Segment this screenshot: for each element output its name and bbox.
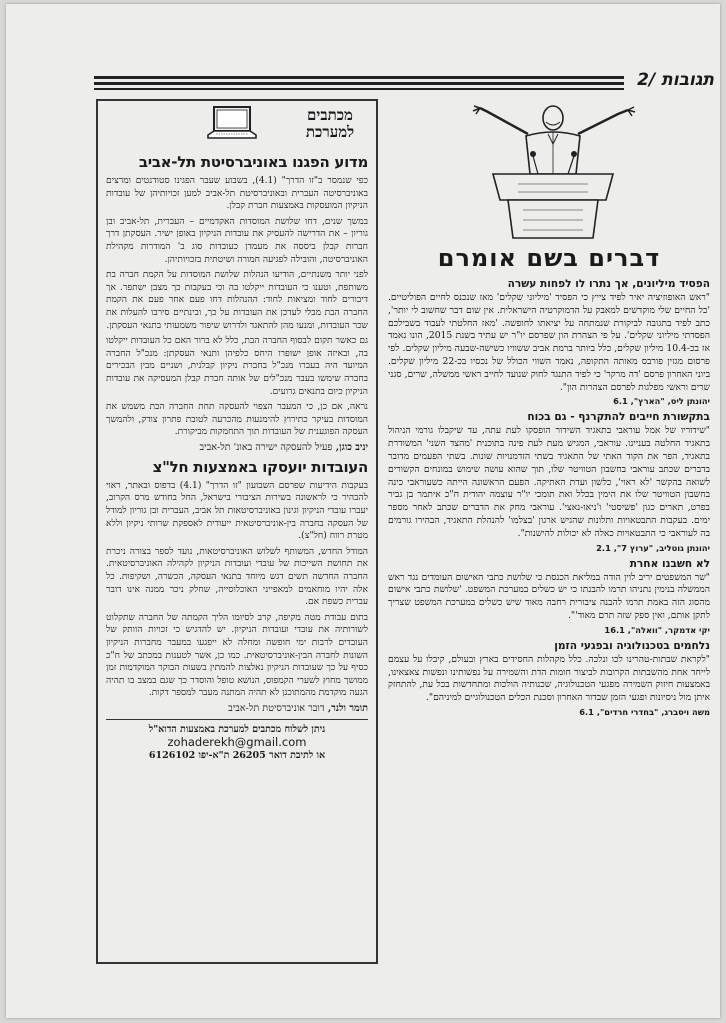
letter1-paragraph: כפי שנמסר ב"זו הדרך" (4.1), בשבוע שעבר הפגינו סטודנטים ומרצים באוניברסיטה העברית ובאוניברסיטת תל-אביב למען זכויותיהן של עובדות הניקיון המועסקות באמצעות חברת קבלן.: [106, 176, 368, 212]
contact-email-link[interactable]: zohaderekh@gmail.com: [167, 734, 307, 749]
header-rule: [94, 82, 624, 85]
contact-po-box: או לתיבת דואר 26205 ת"א-יפו 6126102: [148, 749, 326, 761]
quote-text: "שידוריו של אמל עוראבי בתאגיד השידור הופסקו לעת עתה, עד שיקבלו גורמי הניהול בתאגיד החלטה בעניינו. עוראבי, המגיש מעת לעת פינה בתוכנית 'מהצד השני' המשודרת בתאגיד, הפר את הקוד האתי של התאגיד בשתי הזדמנויות שונות. בשתי הפעמים מדובר בדברים שכתב עוראבי בחשבון הטוויטר שלו, תוך שהוא עושה שימוש במונחים הקשורים לשואה בהקשר 'לא ראוי', כלשון ועדת האתיקה. הפעם הראשונה הייתה כשעוראבי כינה בחשבון הטוויטר שלו את הימין בכלל ואת תומכי יו"ר עוצמה יהודית ח"כ איתמר בן גביר בפרט, תארים כגון 'פשיסטי' ו'ניאו-נאצי'. עוראבי מחק את הדברים שכתב לאחר מספר ימים. בעקבות התבטאויות ותלונות שהגיש ארגון 'בצלמו' להנהלת התאגיד, הבהירו גורמים בה לעוראבי כי התבטאויות כאלה לא יכולות להישנות".: [388, 425, 710, 539]
quote-source: יקי אדמקר, "וואלה", 16.1: [604, 624, 710, 635]
letter1-signature-name: יניב כוגן,: [335, 441, 368, 453]
newspaper-page: [6, 4, 720, 1018]
letter2-signature: [106, 703, 368, 714]
quote-headline: לא חשבנו אחרת: [629, 557, 710, 570]
letter1-paragraph: גם כאשר תקום לבסוף החברה הבת, כלל לא ברור האם כל העובדות ייקלטו בה, ובאיזה אופן ישופרו היחס כלפיהן ותנאי העסקתן: מנכ"ל החברה המיועד היה בעברו מנכ"ל בחברת ניקיון קבלנית, ושניים מבין הבכירים בחברה שימשו בעבר מנכ"לים של אותה חברת קבלן המעסיקה את עובדות הניקיון כיום בתנאים גרועים.: [106, 336, 368, 397]
header-rule: [94, 88, 624, 90]
letter2-title: העובדות יועסקו באמצעות חל"צ: [152, 457, 368, 476]
letters-contact-box: [106, 719, 368, 762]
cartoon-area: [388, 104, 710, 244]
section-header: [94, 72, 714, 98]
letters-header: [106, 105, 368, 153]
section-title: תגובות /2: [637, 70, 714, 90]
quote-headline: בתקשורת חייבים להתקרנף - גם בכוח: [527, 411, 710, 424]
letter1-paragraph: במשך שנים, דחו שלושת המוסדות האקדמיים – העברית, תל-אביב ובן גוריון – את הדרישה להעסיק את עובדות הניקיון באופן ישיר. העסקתן דרך חברות קבלן ביססה את מעמדן כעובדות סוג ב' המודרות מקהילת האוניברסיטה, והובילה לפגיעה חמורה ושיטתית בזכויותיהן.: [106, 216, 368, 265]
letter2-paragraph: המודל החדש, המשותף לשלוש האוניברסיטאות, נועד לספר בצורה ניכרת את תחושת השייכות של עובדי ועובדות הניקיון לקהילה האוניברסיטאית. החברה החדשה תשים דגש מיוחד בתנאי העסקה, הכשרה, ושקיפות. כל אלה יהיו מוחאמים למאפייני האוכלוסייה, שחלק ניכר ממנה אינו דובר עברית כשפת אם.: [106, 546, 368, 608]
laptop-icon: [206, 105, 258, 145]
quote-headline: נלחמים בטכנולוגיה ובפגעי הזמן: [554, 639, 710, 652]
letters-section-label: [292, 107, 368, 141]
quotes-main-title: דברים בשם אומרם: [437, 244, 661, 272]
letter2-paragraph: בתום עבודת מטה מקיפה, קרב לסיומו הליך הקמתה של החברה שתקלוט לשורותיה את עובדי ועובדות הניקיון. יש להדגיש כי זכויות הוותק של העובדים לרבות ימי חופשה ומחלה לא ייפגעו במעבר מחברות הניקיון השונות לחברה הבין-אוניברסיטאית. כמו כן, אשר לטענות במכתב של ח"כ כסיף על כך שעובדות הניקיון נאלצות להמתין בשעות הבוקר המוקדמות זמן ממושך מחוץ לשערי הקמפוס, הנושא טופל והוסדר כך שגם במצב בו תהיה הגעה מוקדמת מהמתוכנן לא תהיה המתנה מעבר למספר דקות.: [106, 612, 368, 699]
quote-source: יהונתן גוטליב, "ערוץ 7", 2.1: [596, 542, 710, 553]
letter2-paragraph: בעקבות הידיעות שפרסם השבועון "זו הדרך" (4.1) בדפוס ובאתר, ראוי להבהיר כי לראשונה בשירות הציבורי בישראל, החל בחודש מרס הקרוב, יעברו עובדי הניקיון וגינון באוניברסיטאות תל אביב, העברית ובן גוריון למודל של העסקה בחברה בין-אוניברסיטאית ייעודית לאספקת שרותי ניקיון וללא מטרת רווח (חל"צ).: [106, 480, 368, 542]
quote-headline: הפסיד מיליונים, אך נתרו לו לפחות עשרה: [507, 278, 710, 290]
quote-source: יהונתן ליס, "הארץ", 6.1: [613, 396, 710, 407]
letter1-signature: [106, 442, 368, 453]
letter1-title: מדוע הפגנו באוניברסיטת תל-אביב: [138, 153, 368, 171]
letter2-signature-name: תומר ולנר,: [327, 702, 368, 714]
quote-source: משה ויסברג, "בחדרי חרדים", 6.1: [579, 706, 710, 717]
letter1-paragraph: נראה, אם כן, כי המעבר הצפוי להעסקה תחת החברה הבת משמש את המוסדות בעיקר כתירוץ להימנעות מהכרעה לטובת פתרון צודק, ולהמשך העסקה הפוגענית של העובדות תוך התחמקות מביקורת.: [106, 402, 368, 438]
header-rule: [94, 76, 624, 79]
quote-text: "שר המשפטים יריב לוין הודה במליאת הכנסת כי שלושת כתבי האישום העומדים נגד ראש הממשלה בנימין נתניהו תרמו להבנתו כי יש כשלים במערכת המשפט. 'שלושת כתבי אישום מהסוג הזה באמת תרמו להבנה ציבורית רחבה מאוד שיש כשלים במערכת המשפט שצריך לתקן אותם, ואין ספק שזה תרם מאוד'".: [388, 571, 710, 621]
quotes-column: [388, 104, 710, 1009]
letter2-signature-role: דובר אוניברסיטת תל-אביב: [228, 702, 325, 714]
letters-label-line2: למערכת: [305, 123, 355, 141]
letter1-signature-role: פעיל להעסקה ישירה באונ' תל-אביב: [199, 441, 333, 453]
orator-illustration: [388, 104, 710, 244]
letters-column: [96, 99, 378, 964]
quote-text: "לקראת שבתות-טהרינו לכו ונלכה. כלל מקהלות החסידים בארץ ובעולם, קיבלו על עצמם לייחד אחת מהשבתות הקרובות לביצור חומות הדת והשמירה על נפשותינו ונפשות צאצאינו, באמצעות חיזוק השמירה מפגעי הטכנולוגיה, שכנותיה הולכות ומתחדשות בכל עת, להתחזק איתן מול ניסיונות ופגעי הזמן שבדור האחרון וסכנת הכלים הטכנולוגיים למיניהם".: [388, 653, 710, 704]
letters-label-line1: מכתבים: [307, 106, 353, 124]
contact-line: ניתן לשלוח מכתבים למערכת באמצעות הדוא"ל: [148, 723, 326, 735]
letter1-paragraph: לפני יותר משנתיים, הודיעו הנהלות שלושת המוסדות על הקמת חברה בת משותפת, וטענו כי העובדות ייקלטו בה וכי בעקבות כך מצבן ישתפר. אך דיבורים לחוד ומציאות לחוד: ההנהלות דחו פעם אחר פעם את הקמת החברה הבת מבלי לעדכן את העובדות על כך, ובינתיים סירבו להעלות את שכר העובדות, ומנעו מהן להתאגד ולדרוש שיפור משמעותי בתנאי העסקתן.: [106, 270, 368, 331]
quote-text: "ראש האופוזיציה יאיר לפיד צייץ כי הפסיד 'מיליוני שקלים' מאז שנכנס לחיים הפוליטיים. 'כל החיים שלי מוקדשים למאבק על הדמוקרטיה הישראלית. אין שום דבר שחשוב לי יותר', כתב לפיד בתגובה לביקורת שנמתחה על יציאתו לחופשה. 'מאז החלטתי לעבוד בשבילכם הפסדתי מיליוני שקלים'. על פי הצהרת הון שפרסם יו"ר יש עתיד בשנת 2015, הונו נאמד אז בכ-10.4 מיליון שקלים, כלל ביותר ברמת אביב ששוויו כשישה-שבעה מיליון שקלים. לפי פרסום מגזין פורבס מאותה התקופה, נאמד השווי הכולל של נכסיו בכ-22 מיליון שקלים. ביוני האחרון פרסם 'דה מרקר' כי לפיד התנגד לחוק שנועד לחייב ראשי ממשלה, שרים, סגני שרים וראשי מפלגות לפרסם הצהרות הון".: [388, 292, 710, 393]
